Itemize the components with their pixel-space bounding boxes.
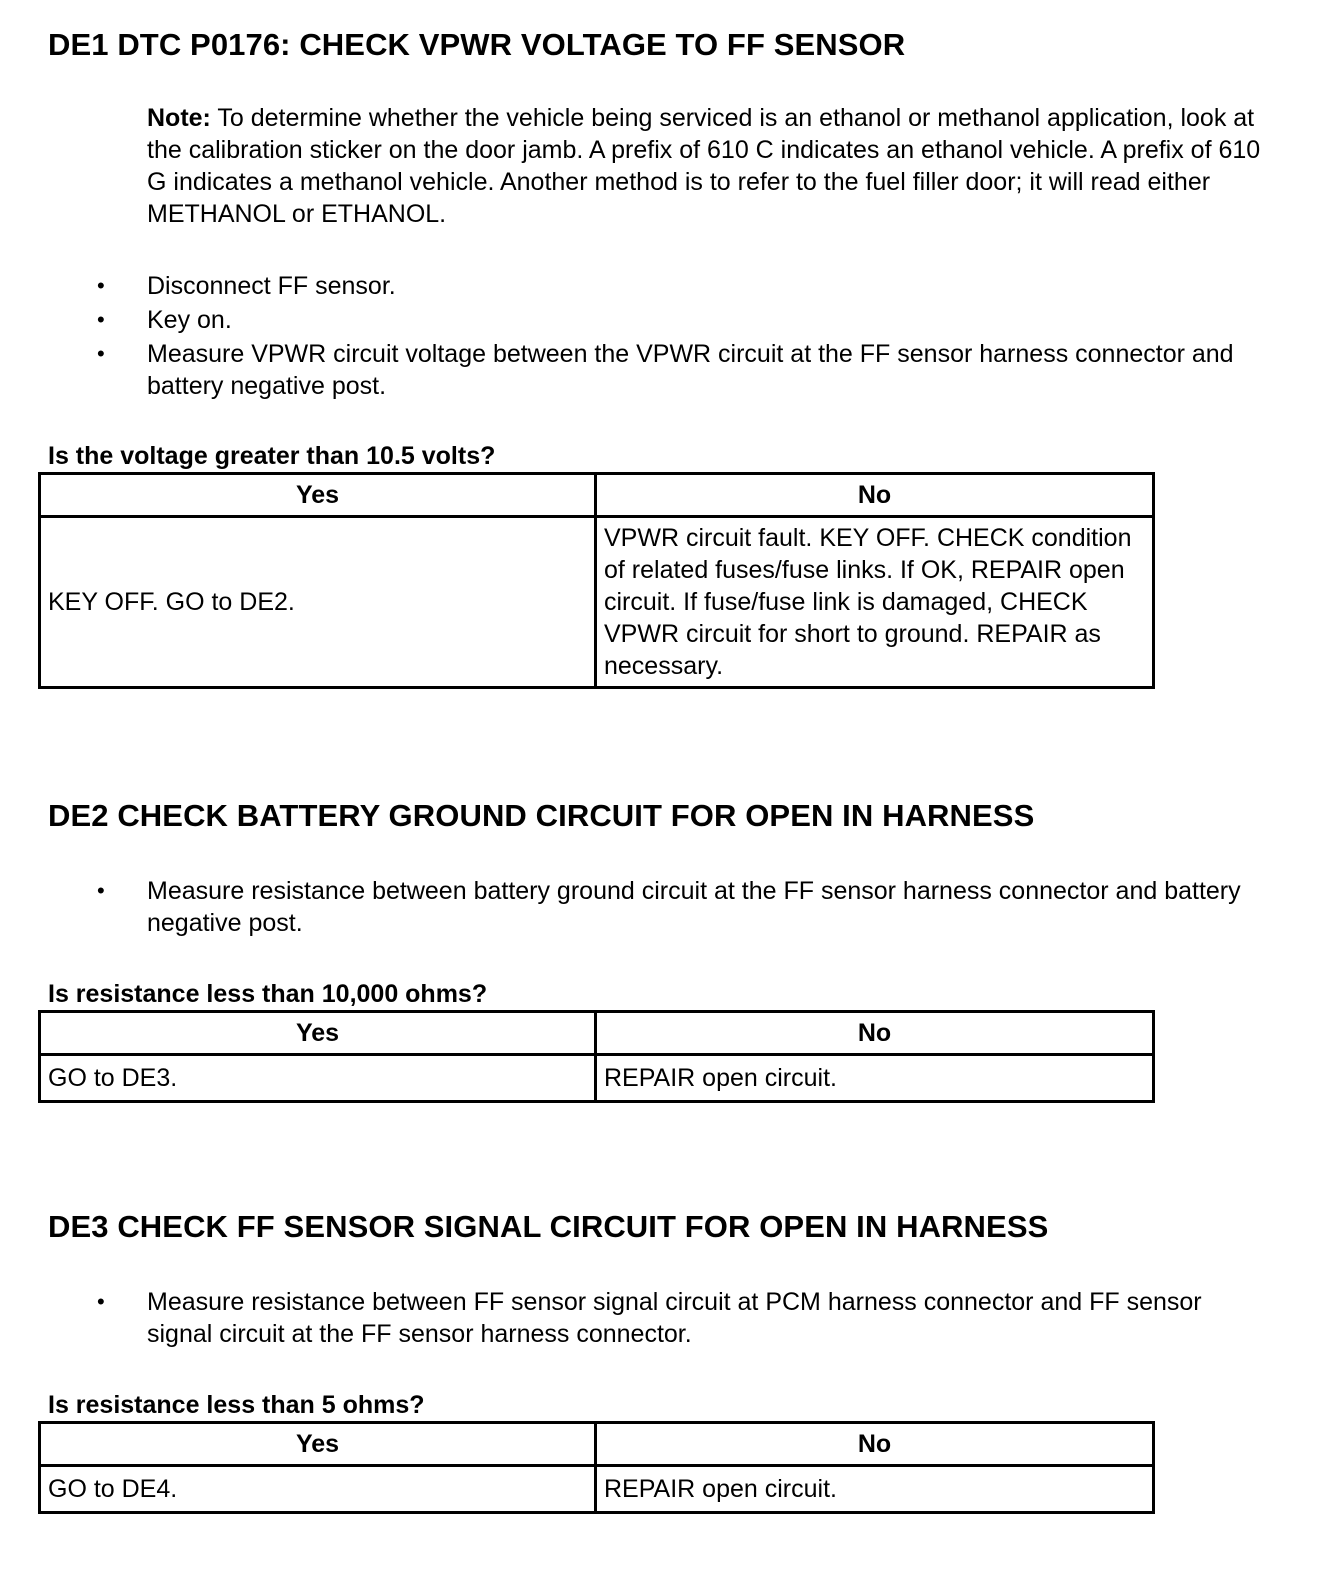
de3-title: DE3 CHECK FF SENSOR SIGNAL CIRCUIT FOR OPEN IN HARNESS xyxy=(48,1209,1049,1244)
yes-header: Yes xyxy=(40,474,596,517)
de1-note xyxy=(147,102,1267,230)
yes-cell: GO to DE4. xyxy=(40,1466,596,1513)
yes-cell: GO to DE3. xyxy=(40,1055,596,1102)
de3-decision-table xyxy=(38,1421,1155,1514)
de3-step xyxy=(0,1286,1257,1350)
de1-decision-table xyxy=(38,472,1155,689)
yes-header: Yes xyxy=(40,1423,596,1466)
de1-note-label: Note: xyxy=(147,104,211,132)
table-row xyxy=(40,1466,1154,1513)
de1-step-list xyxy=(0,270,1257,402)
no-header: No xyxy=(596,1012,1154,1055)
de1-step xyxy=(0,304,1257,336)
de1-step xyxy=(0,270,1257,302)
table-header-row xyxy=(40,474,1154,517)
no-cell: REPAIR open circuit. xyxy=(596,1055,1154,1102)
de1-question: Is the voltage greater than 10.5 volts? xyxy=(48,442,496,470)
de1-step xyxy=(0,338,1257,402)
table-header-row xyxy=(40,1012,1154,1055)
de3-question: Is resistance less than 5 ohms? xyxy=(48,1391,425,1419)
yes-cell: KEY OFF. GO to DE2. xyxy=(40,517,596,688)
no-header: No xyxy=(596,1423,1154,1466)
de2-title: DE2 CHECK BATTERY GROUND CIRCUIT FOR OPEN IN HARNESS xyxy=(48,798,1035,833)
bullet-dot-icon: • xyxy=(97,307,105,332)
table-header-row xyxy=(40,1423,1154,1466)
de2-decision-table xyxy=(38,1010,1155,1103)
de1-note-text: To determine whether the vehicle being serviced is an ethanol or methanol application, look at the calibration sticker on the door jamb. A prefix of 610 C indicates an ethanol vehicle. A prefix of 610 G indicates a methanol vehicle. Another method is to refer to the fuel filler door; it will read either METHANOL or ETHANOL. xyxy=(147,104,1261,228)
de1-step-text: Disconnect FF sensor. xyxy=(147,272,396,300)
table-row xyxy=(40,1055,1154,1102)
bullet-dot-icon: • xyxy=(97,273,105,298)
yes-header: Yes xyxy=(40,1012,596,1055)
de2-step-list xyxy=(0,875,1257,939)
de2-question: Is resistance less than 10,000 ohms? xyxy=(48,980,488,1008)
bullet-dot-icon: • xyxy=(97,1289,105,1314)
de2-step-text: Measure resistance between battery ground circuit at the FF sensor harness connector and battery negative post. xyxy=(147,877,1241,937)
de3-step-list xyxy=(0,1286,1257,1350)
de1-step-text: Measure VPWR circuit voltage between the VPWR circuit at the FF sensor harness connector and battery negative post. xyxy=(147,340,1234,400)
table-row xyxy=(40,517,1154,688)
de1-title: DE1 DTC P0176: CHECK VPWR VOLTAGE TO FF SENSOR xyxy=(48,27,906,62)
de3-step-text: Measure resistance between FF sensor signal circuit at PCM harness connector and FF sensor signal circuit at the FF sensor harness connector. xyxy=(147,1288,1202,1348)
no-header: No xyxy=(596,474,1154,517)
no-cell: REPAIR open circuit. xyxy=(596,1466,1154,1513)
bullet-dot-icon: • xyxy=(97,878,105,903)
bullet-dot-icon: • xyxy=(97,341,105,366)
no-cell: VPWR circuit fault. KEY OFF. CHECK condition of related fuses/fuse links. If OK, REPAIR open circuit. If fuse/fuse link is damaged, CHECK VPWR circuit for short to ground. REPAIR as necessary. xyxy=(596,517,1154,688)
de2-step xyxy=(0,875,1257,939)
de1-step-text: Key on. xyxy=(147,306,232,334)
